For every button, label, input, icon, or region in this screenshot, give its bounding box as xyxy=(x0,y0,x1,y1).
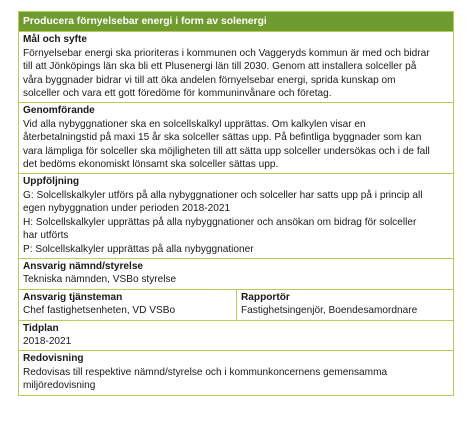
action-card xyxy=(18,11,453,396)
text-line: Redovisas till respektive nämnd/styrelse och i kommunkoncernens gemensamma xyxy=(23,366,388,378)
section-genomforande xyxy=(19,103,454,174)
section-redovisning xyxy=(19,351,454,395)
section-label: Ansvarig nämnd/styrelse xyxy=(23,260,144,272)
section-label: Rapportör xyxy=(241,291,290,303)
section-value: Chef fastighetsenheten, VD VSBo xyxy=(23,305,176,317)
section-value: Tekniska nämnden, VSBo styrelse xyxy=(23,274,177,286)
text-line: våra byggnader bidrar vi till att öka andelen förnyelsebar energi, sprida kunskap om xyxy=(23,74,396,86)
section-label: Redovisning xyxy=(23,353,84,365)
section-label: Mål och syfte xyxy=(23,34,87,46)
section-label: Genomförande xyxy=(23,105,95,117)
text-line: återbetalningstid på maxi 15 år ska solceller sättas upp. På befintliga byggnader som kan xyxy=(23,132,422,144)
section-ansvarig-tjansteman xyxy=(19,289,237,320)
section-label: Tidplan xyxy=(23,322,59,334)
text-line: egen nybyggnation under perioden 2018-2021 xyxy=(23,203,231,215)
text-line: det bedöms ekonomiskt lönsamt ska solceller sättas upp. xyxy=(23,159,279,171)
text-line: solceller och vara ett gott föredöme för kommuninvånare och företag. xyxy=(23,88,332,100)
header-row xyxy=(19,12,454,32)
text-line: Förnyelsebar energi ska prioriteras i kommunen och Vaggeryds kommun är med och bidrar xyxy=(23,47,430,59)
text-line: miljöredovisning xyxy=(23,380,96,392)
action-table xyxy=(18,11,454,396)
text-line: har utförts xyxy=(23,230,69,242)
section-label: Uppföljning xyxy=(23,176,80,188)
section-ansvarig-namnd xyxy=(19,258,454,289)
section-label: Ansvarig tjänsteman xyxy=(23,291,123,303)
text-line: H: Solcellskalkyler upprättas på alla nybyggnationer och ansökan om bidrag för solceller xyxy=(23,216,417,228)
section-mal-och-syfte xyxy=(19,32,454,103)
card-title: Producera förnyelsebar energi i form av solenergi xyxy=(19,12,454,32)
text-line: P: Solcellskalkyler upprättas på alla nybyggnationer xyxy=(23,243,254,255)
section-responsibles xyxy=(19,289,454,320)
section-value: 2018-2021 xyxy=(23,335,72,347)
section-rapportor xyxy=(237,289,454,320)
text-line: G: Solcellskalkyler utförs på alla nybyggnationer och solceller har satts upp på i princip all xyxy=(23,189,423,201)
section-value: Fastighetsingenjör, Boendesamordnare xyxy=(241,305,418,317)
section-tidplan xyxy=(19,320,454,351)
section-uppfoljning xyxy=(19,174,454,258)
text-line: till att Jönköpings län ska bli ett Plusenergi län till 2030. Genom att installera solceller på xyxy=(23,61,417,73)
text-line: vara lämpliga för solceller ska möjligheten till att sätta upp solceller undersökas och i de fall xyxy=(23,145,430,157)
text-line: Vid alla nybyggnationer ska en solcellskalkyl upprättas. Om kalkylen visar en xyxy=(23,118,366,130)
